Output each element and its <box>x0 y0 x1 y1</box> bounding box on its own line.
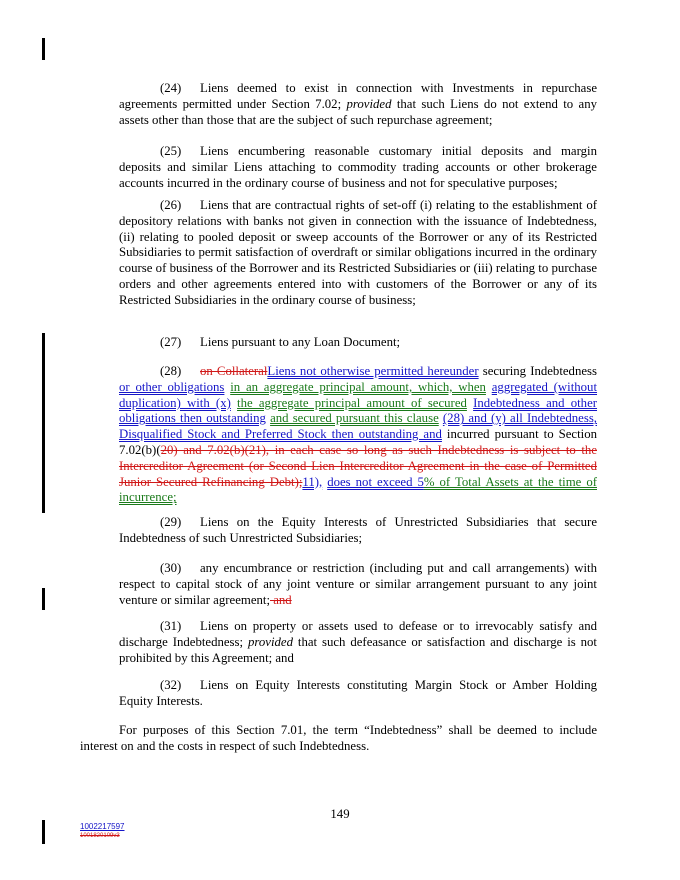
moved-text: % of Total Assets at the time of incurrence; <box>119 474 597 505</box>
inserted-text: does not exceed 5 <box>327 474 424 489</box>
deleted-text: 20) and 7.02(b)(21), in each case so long as such Indebtedness is subject to the Intercreditor Agreement (or Second Lien Intercreditor Agreement in the case of Permitted Junior Secured Refinancing Debt); <box>119 442 597 489</box>
clause-29: (29) Liens on the Equity Interests of Unrestricted Subsidiaries that secure Indebtedness of such Unrestricted Subsidiaries; <box>119 515 597 545</box>
clause-24: (24) Liens deemed to exist in connection with Investments in repurchase agreements permitted under Section 7.02; provided that such Liens do not extend to any assets other than those that are the subject of such repurchase agreement; <box>119 81 597 127</box>
clause-32: (32) Liens on Equity Interests constituting Margin Stock or Amber Holding Equity Interests. <box>119 678 597 708</box>
inserted-text: Indebtedness and other obligations then outstanding <box>119 395 598 426</box>
clause-25: (25) Liens encumbering reasonable customary initial deposits and margin deposits and similar Liens attaching to commodity trading accounts or other brokerage accounts incurred in the ordinary course of business and not for speculative purposes; <box>119 144 597 190</box>
clause-26: (26) Liens that are contractual rights of set-off (i) relating to the establishment of depository relations with banks not given in connection with the issuance of Indebtedness, (ii) relating to pooled deposit or sweep accounts of the Borrower or any of its Restricted Subsidiaries to permit satisfaction of overdraft or similar obligations incurred in the ordinary course of business of the Borrower and its Restricted Subsidiaries or (iii) relating to purchase orders and other agreements entered into with customers of the Borrower or any of its Restricted Subsidiaries in the ordinary course of business; <box>119 198 597 307</box>
moved-text: in an aggregate principal amount, which, when <box>230 379 486 394</box>
change-bar <box>42 38 45 60</box>
closing-paragraph: For purposes of this Section 7.01, the term “Indebtedness” shall be deemed to include interest on and the costs in respect of such Indebtedness. <box>80 723 597 753</box>
page-number: 149 <box>330 807 350 821</box>
clause-27: (27) Liens pursuant to any Loan Document; <box>160 335 401 349</box>
deleted-text: on Collateral <box>200 364 268 378</box>
moved-text: and secured pursuant this clause <box>270 411 439 426</box>
inserted-text: (28) and (y) all Indebtedness, Disqualified Stock and Preferred Stock then outstanding and <box>119 411 598 442</box>
inserted-text: 11), <box>302 474 323 489</box>
inserted-text: or other obligations <box>119 379 225 394</box>
document-id: 1002217597 <box>80 822 125 831</box>
document-id-old: 1001820109v3 <box>80 833 120 839</box>
inserted-text: aggregated (without duplication) with (x) <box>119 379 598 410</box>
change-bar <box>42 333 45 513</box>
change-bar <box>42 588 45 610</box>
moved-text: the aggregate principal amount of secured <box>237 395 467 410</box>
clause-31: (31) Liens on property or assets used to defease or to irrevocably satisfy and discharge Indebtedness; provided that such defeasance or satisfaction and discharge is not prohibited by this Agreement; and <box>119 619 597 665</box>
clause-28: (28) on CollateralLiens not otherwise permitted hereunder securing Indebtedness or other obligations in an aggregate principal amount, which, when aggregated (without duplication) with (x) the aggregate principal amount of secured Indebtedness and other obligations then outstanding and secured pursuant this clause (28) and (y) all Indebtedness, Disqualified Stock and Preferred Stock then outstanding and incurred pursuant to Section 7.02(b)(20) and 7.02(b)(21), in each case so long as such Indebtedness is subject to the Intercreditor Agreement (or Second Lien Intercreditor Agreement in the case of Permitted Junior Secured Refinancing Debt);11), does not exceed 5% of Total Assets at the time of incurrence; <box>119 364 598 505</box>
clause-30: (30) any encumbrance or restriction (including put and call arrangements) with respect to capital stock of any joint venture or similar arrangement pursuant to any joint venture or similar agreement; and <box>119 561 597 607</box>
inserted-text: Liens not otherwise permitted hereunder <box>267 364 479 378</box>
change-bar <box>42 820 45 844</box>
deleted-text: and <box>270 592 292 607</box>
